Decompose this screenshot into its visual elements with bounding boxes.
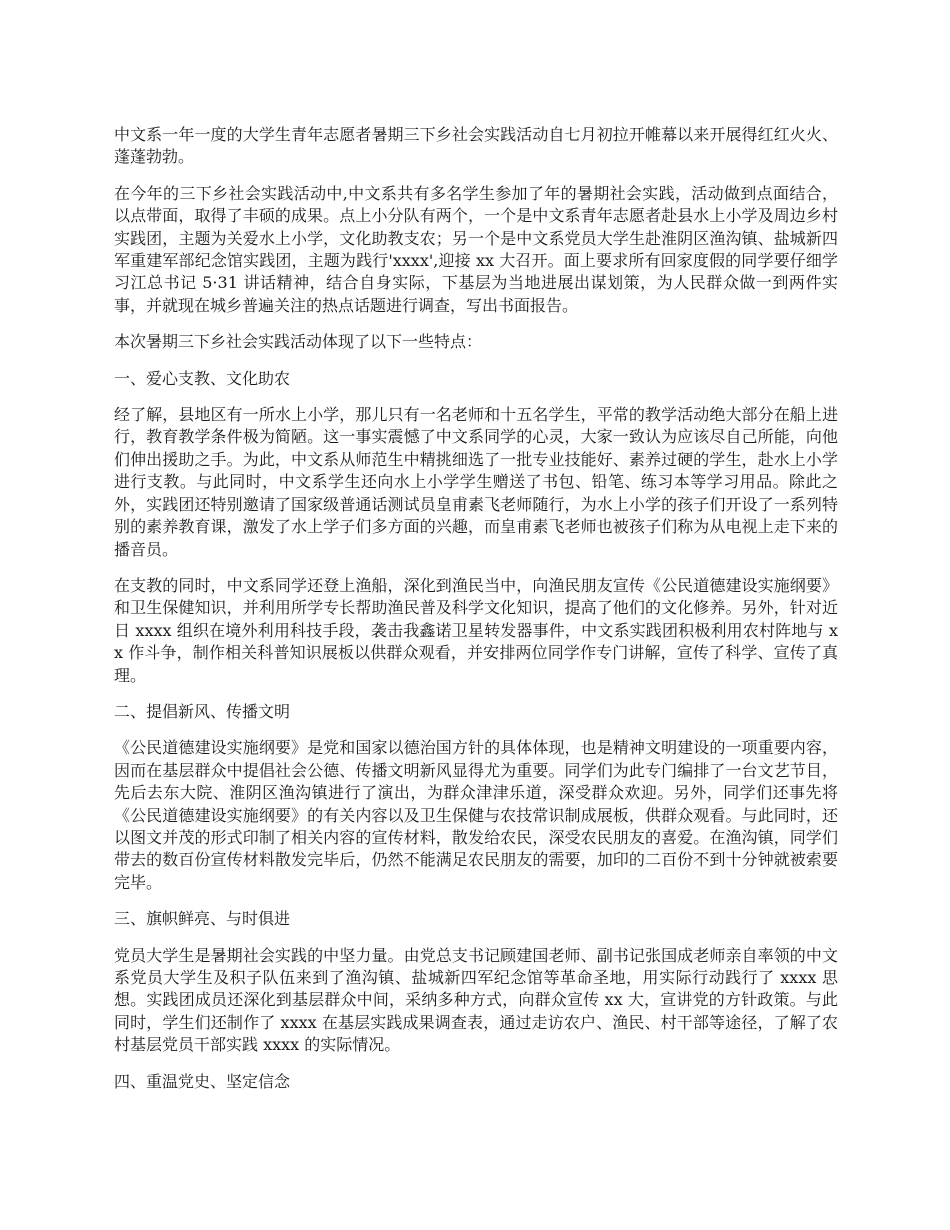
section-heading-3: 三、旗帜鲜亮、与时俱进: [114, 909, 291, 929]
paragraph-teaching: 经了解，县地区有一所水上小学，那儿只有一名老师和十五名学生，平常的教学活动绝大部分在船上进行，教育教学条件极为简陋。这一事实震憾了中文系同学的心灵，大家一致认为应该尽自己所能，向他们伸出援助之手。为此，中文系从师范生中精挑细选了一批专业技能好、素养过硬的学生，赴水上小学进行支教。与此同时，中文系学生还向水上小学学生赠送了书包、铅笔、练习本等学习用品。除此之外，实践团还特别邀请了国家级普通话测试员皇甫素飞老师随行，为水上小学的孩子们开设了一系列特别的素养教育课，激发了水上学子们多方面的兴趣，而皇甫素飞老师也被孩子们称为从电视上走下来的播音员。: [114, 405, 838, 559]
paragraph-overview: 在今年的三下乡社会实践活动中,中文系共有多名学生参加了年的暑期社会实践，活动做到点面结合，以点带面，取得了丰硕的成果。点上小分队有两个，一个是中文系青年志愿者赴县水上小学及周边乡村实践团，主题为关爱水上小学，文化助教支农；另一个是中文系党员大学生赴淮阴区渔沟镇、盐城新四军重建军部纪念馆实践团，主题为践行'xxxx',迎接 xx 大召开。面上要求所有回家度假的同学要仔细学习江总书记 5·31 讲话精神，结合自身实际，下基层为当地进展出谋划策，为人民群众做一到两件实事，并就现在城乡普遍关注的热点话题进行调查，写出书面报告。: [114, 183, 838, 315]
section-heading-1: 一、爱心支教、文化助农: [114, 368, 291, 388]
section-heading-4: 四、重温党史、坚定信念: [114, 1071, 291, 1091]
section-heading-2: 二、提倡新风、传播文明: [114, 701, 291, 721]
paragraph-intro: 中文系一年一度的大学生青年志愿者暑期三下乡社会实践活动自七月初拉开帷幕以来开展得红红火火、蓬蓬勃勃。: [114, 125, 838, 167]
paragraph-civilization: 《公民道德建设实施纲要》是党和国家以德治国方针的具体体现，也是精神文明建设的一项重要内容，因而在基层群众中提倡社会公德、传播文明新风显得尤为重要。同学们为此专门编排了一台文艺节目，先后去东大院、淮阴区渔沟镇进行了演出，为群众津津乐道，深受群众欢迎。另外，同学们还事先将《公民道德建设实施纲要》的有关内容以及卫生保健与农技常识制成展板，供群众观看。与此同时，还以图文并茂的形式印制了相关内容的宣传材料，散发给农民，深受农民朋友的喜爱。在渔沟镇，同学们带去的数百份宣传材料散发完毕后，仍然不能满足农民朋友的需要，加印的二百份不到十分钟就被索要完毕。: [114, 738, 838, 892]
paragraph-features-intro: 本次暑期三下乡社会实践活动体现了以下一些特点：: [114, 332, 483, 352]
paragraph-party-members: 党员大学生是暑期社会实践的中坚力量。由党总支书记顾建国老师、副书记张国成老师亲自率领的中文系党员大学生及积子队伍来到了渔沟镇、盐城新四军纪念馆等革命圣地，用实际行动践行了 xxxx 思想。实践团成员还深化到基层群众中间，采纳多种方式，向群众宣传 xx 大，宣讲党的方针政策。与此同时，学生们还制作了 xxxx 在基层实践成果调查表，通过走访农户、渔民、村干部等途径，了解了农村基层党员干部实践 xxxx 的实际情况。: [114, 945, 838, 1055]
paragraph-fishermen: 在支教的同时，中文系同学还登上渔船，深化到渔民当中，向渔民朋友宣传《公民道德建设实施纲要》和卫生保健知识，并利用所学专长帮助渔民普及科学文化知识，提高了他们的文化修养。另外，针对近日 xxxx 组织在境外利用科技手段，袭击我鑫诺卫星转发器事件，中文系实践团积极利用农村阵地与 xx 作斗争，制作相关科普知识展板以供群众观看，并安排两位同学作专门讲解，宣传了科学、宣传了真理。: [114, 575, 838, 685]
document-body: [114, 124, 838, 1107]
